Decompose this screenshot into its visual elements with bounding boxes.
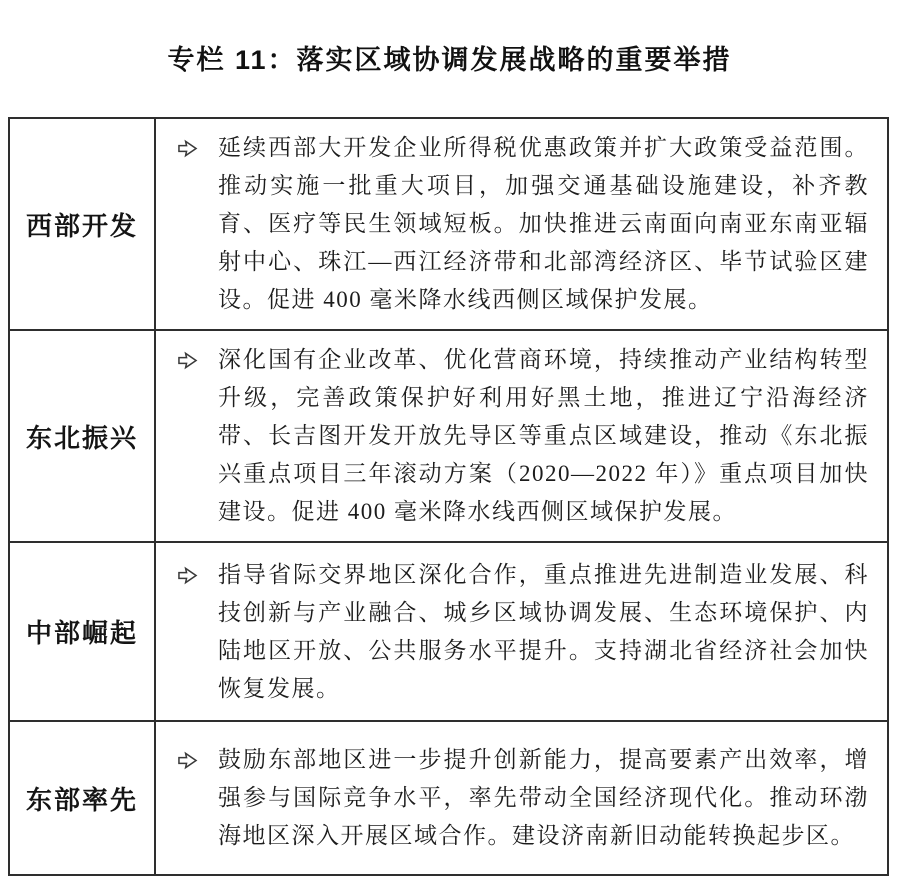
arrow-right-icon — [176, 351, 199, 370]
row-content-cell — [156, 331, 887, 541]
row-label-central-rise: 中部崛起 — [10, 543, 156, 720]
arrow-right-icon — [176, 139, 199, 158]
row-label-northeast-revitalization: 东北振兴 — [10, 331, 156, 541]
page-title: 专栏 11：落实区域协调发展战略的重要举措 — [167, 45, 732, 75]
row-label-eastern-first: 东部率先 — [10, 722, 156, 874]
row-content-cell — [156, 722, 887, 874]
table-row — [10, 541, 887, 720]
table-row — [10, 720, 887, 874]
row-content-text: 鼓励东部地区进一步提升创新能力，提高要素产出效率，增强参与国际竞争水平，率先带动全国经济现代化。推动环渤海地区深入开展区域合作。建设济南新旧动能转换起步区。 — [218, 747, 869, 848]
row-content-text: 深化国有企业改革、优化营商环境，持续推动产业结构转型升级，完善政策保护好利用好黑土地，推进辽宁沿海经济带、长吉图开发开放先导区等重点区域建设，推动《东北振兴重点项目三年滚动方案（2020—2022 年）》重点项目加快建设。促进 400 毫米降水线西侧区域保护发展。 — [218, 347, 869, 524]
arrow-right-icon — [176, 751, 199, 770]
table-row — [10, 329, 887, 541]
row-content-cell — [156, 543, 887, 720]
arrow-right-icon — [176, 566, 199, 585]
row-label-western-development: 西部开发 — [10, 119, 156, 329]
row-content-cell — [156, 119, 887, 329]
row-content-text: 延续西部大开发企业所得税优惠政策并扩大政策受益范围。推动实施一批重大项目，加强交通基础设施建设，补齐教育、医疗等民生领域短板。加快推进云南面向南亚东南亚辐射中心、珠江—西江经济带和北部湾经济区、毕节试验区建设。促进 400 毫米降水线西侧区域保护发展。 — [218, 135, 869, 312]
table-row — [10, 119, 887, 329]
measures-table — [8, 117, 889, 876]
row-content-text: 指导省际交界地区深化合作，重点推进先进制造业发展、科技创新与产业融合、城乡区域协调发展、生态环境保护、内陆地区开放、公共服务水平提升。支持湖北省经济社会加快恢复发展。 — [218, 561, 869, 701]
